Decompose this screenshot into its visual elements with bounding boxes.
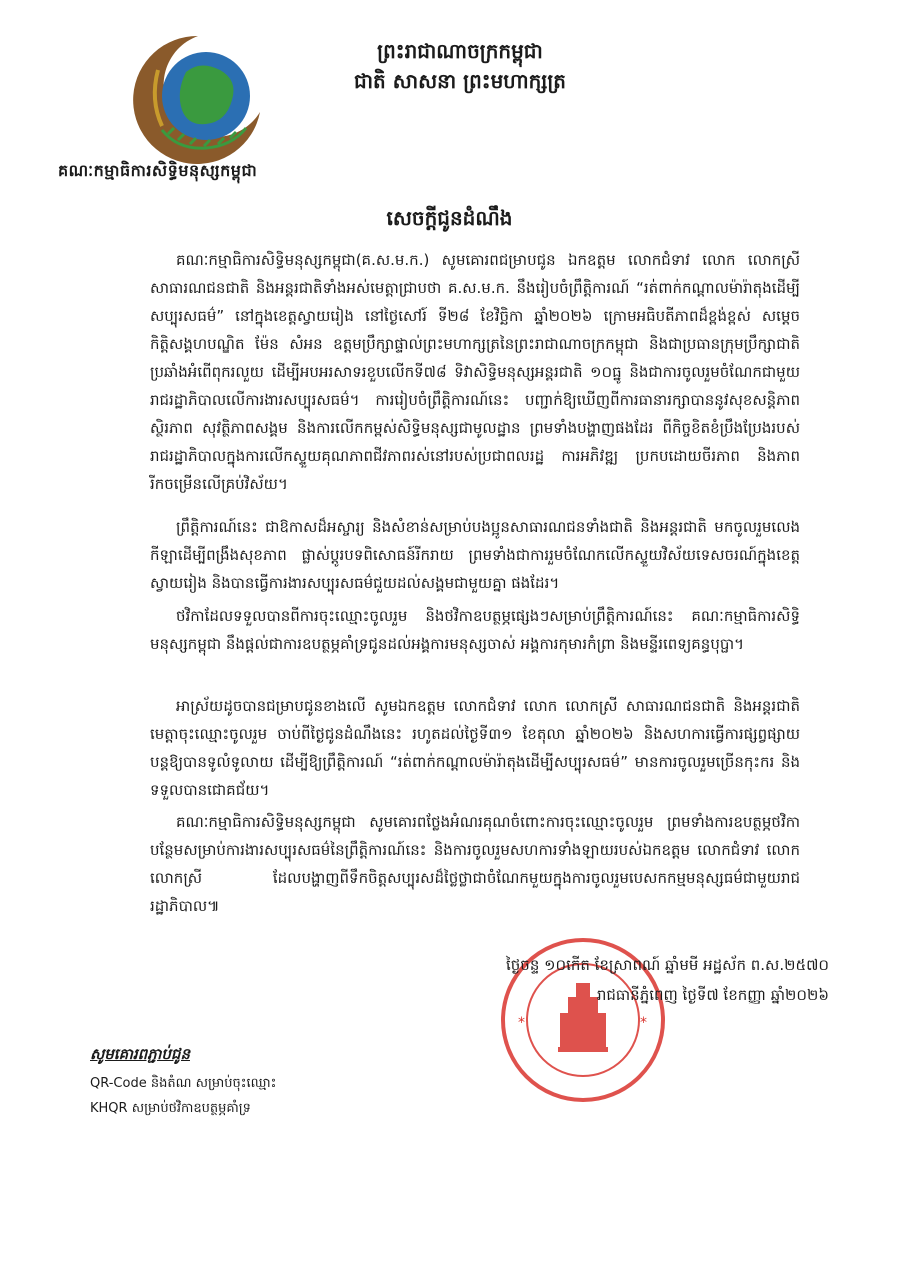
- body-paragraph: [150, 692, 800, 804]
- lunar-date: ថ្ងៃចន្ទ ១០កើត ខែស្រាពណ៍ ឆ្នាំមមី អដ្ឋស័ក ព.ស.២៥៧០: [506, 956, 829, 974]
- attachment-item: KHQR សម្រាប់ថវិកាឧបត្ថម្ភគាំទ្រ: [90, 1101, 251, 1116]
- body-paragraph: [150, 602, 800, 658]
- body-paragraph: [150, 808, 800, 920]
- svg-text:*: *: [640, 1015, 647, 1031]
- solar-date: រាជធានីភ្នំពេញ ថ្ងៃទី៧ ខែកញ្ញា ឆ្នាំ២០២៦: [596, 986, 829, 1004]
- paragraph-text: គណៈកម្មាធិការសិទ្ធិមនុស្សកម្ពុជា សូមគោរពថ្លែងអំណរគុណចំពោះការចុះឈ្មោះចូលរួម ព្រមទាំងការឧបត្ថម្ភថវិកាបន្ថែមសម្រាប់ការងារសប្បុរសធម៌នៃព្រឹត្តិការណ៍នេះ និងការចូលរួមសហការទាំងឡាយរបស់ឯកឧត្តម លោកជំទាវ លោក លោកស្រី ដែលបង្ហាញពីទឹកចិត្តសប្បុរសដ៏ថ្លៃថ្លាជាចំណែកមួយក្នុងការចូលរួមបេសកកម្មមនុស្សធម៌ជាមួយរាជរដ្ឋាភិបាល៕: [150, 813, 800, 915]
- svg-text:*: *: [518, 1015, 525, 1031]
- attachment-item: QR-Code និងតំណ សម្រាប់ចុះឈ្មោះ: [90, 1076, 277, 1091]
- kingdom-heading: ព្រះរាជាណាចក្រកម្ពុជា: [377, 39, 543, 63]
- body-paragraph: [150, 246, 800, 498]
- organization-logo: [128, 30, 268, 170]
- paragraph-text: ព្រឹត្តិការណ៍នេះ ជាឱកាសដ៏អស្ចារ្យ និងសំខាន់សម្រាប់បងប្អូនសាធារណជនទាំងជាតិ និងអន្តរជាតិ មកចូលរួមលេងកីឡាដើម្បីពង្រឹងសុខភាព ផ្លាស់ប្តូរបទពិសោធន៍រីករាយ ព្រមទាំងជាការរួមចំណែកលើកស្ទួយវិស័យទេសចរណ៍ក្នុងខេត្តស្វាយរៀង និងបានធ្វើការងារសប្បុរសធម៌ជួយដល់សង្គមជាមួយគ្នា ផងដែរ។: [150, 518, 800, 592]
- body-paragraph: [150, 513, 800, 597]
- national-motto: ជាតិ សាសនា ព្រះមហាក្សត្រ: [354, 69, 566, 93]
- paragraph-text: អាស្រ័យដូចបានជម្រាបជូនខាងលើ សូមឯកឧត្តម លោកជំទាវ លោក លោកស្រី សាធារណជនជាតិ និងអន្តរជាតិ មេត្តាចុះឈ្មោះចូលរួម ចាប់ពីថ្ងៃជូនដំណឹងនេះ រហូតដល់ថ្ងៃទី៣១ ខែតុលា ឆ្នាំ២០២៦ និងសហការធ្វើការផ្សព្វផ្សាយបន្តឱ្យបានទូលំទូលាយ ដើម្បីឱ្យព្រឹត្តិការណ៍ “រត់ពាក់កណ្តាលម៉ារ៉ាតុងដើម្បីសប្បុរសធម៌” មានការចូលរួមច្រើនកុះករ និងទទួលបានជោគជ័យ។: [150, 697, 800, 799]
- paragraph-text: ថវិកាដែលទទួលបានពីការចុះឈ្មោះចូលរួម និងថវិកាឧបត្ថម្ភផ្សេងៗសម្រាប់ព្រឹត្តិការណ៍នេះ គណៈកម្មាធិការសិទ្ធិមនុស្សកម្ពុជា នឹងផ្តល់ជាការឧបត្ថម្ភគាំទ្រជូនដល់អង្គការមនុស្សចាស់ អង្គការកុមារកំព្រា និងមន្ទីរពេទ្យគន្ធបុប្ផា។: [150, 607, 800, 653]
- paragraph-text: គណៈកម្មាធិការសិទ្ធិមនុស្សកម្ពុជា(គ.ស.ម.ក.) សូមគោរពជម្រាបជូន ឯកឧត្ដម លោកជំទាវ លោក លោកស្រី សាធារណជនជាតិ និងអន្តរជាតិទាំងអស់មេត្តាជ្រាបថា គ.ស.ម.ក. នឹងរៀបចំព្រឹត្តិការណ៍ “រត់ពាក់កណ្តាលម៉ារ៉ាតុងដើម្បីសប្បុរសធម៌” នៅក្នុងខេត្តស្វាយរៀង នៅថ្ងៃសៅរ៍ ទី២៨ ខែវិច្ឆិកា ឆ្នាំ២០២៦ ក្រោមអធិបតីភាពដ៏ខ្ពង់ខ្ពស់ សម្តេចកិត្តិសង្គហបណ្ឌិត ម៉ែន សំអន ឧត្តមប្រឹក្សាផ្ទាល់ព្រះមហាក្សត្រនៃព្រះរាជាណាចក្រកម្ពុជា និងជាប្រធានក្រុមប្រឹក្សាជាតិប្រឆាំងអំពើពុករលួយ ដើម្បីអបអរសាទរខួបលើកទី៧៨ ទិវាសិទ្ធិមនុស្សអន្តរជាតិ ១០ធ្នូ និងជាការចូលរួមចំណែកជាមួយរាជរដ្ឋាភិបាលលើការងារសប្បុរសធម៌។ ការរៀបចំព្រឹត្តិការណ៍នេះ បញ្ជាក់ឱ្យឃើញពីការធានារក្សាបាននូវសុខសន្តិភាព ស្ថិរភាព សុវត្ថិភាពសង្គម និងការលើកកម្ពស់សិទ្ធិមនុស្សជាមូលដ្ឋាន ព្រមទាំងបង្ហាញផងដែរ ពីកិច្ចខិតខំប្រឹងប្រែងរបស់រាជរដ្ឋាភិបាលក្នុងការលើកស្ទួយគុណភាពជីវភាពរស់នៅរបស់ប្រជាពលរដ្ឋ ការអភិវឌ្ឍ ប្រកបដោយចីរភាព និងភាពរីកចម្រើនលើគ្រប់វិស័យ។: [150, 251, 800, 493]
- document-title: សេចក្ដីជូនដំណឹង: [386, 206, 513, 230]
- organization-name: គណៈកម្មាធិការសិទ្ធិមនុស្សកម្ពុជា: [58, 161, 258, 180]
- attachments-heading: សូមគោរពភ្ជាប់ជូន: [90, 1045, 190, 1063]
